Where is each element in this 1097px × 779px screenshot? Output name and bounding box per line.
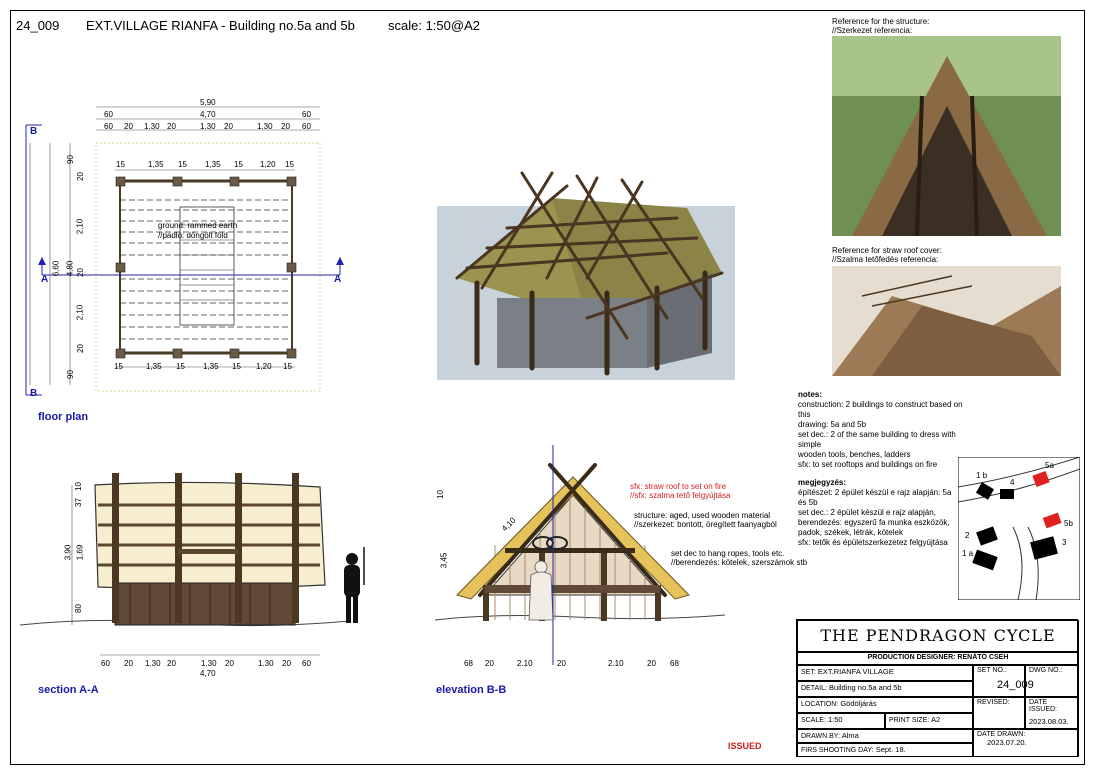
structure-note-en: structure: aged, used wooden material [634, 511, 771, 520]
aa-dim-7: 20 [282, 659, 291, 668]
dim-row3-0: 60 [104, 122, 113, 131]
print-size-cell [885, 713, 973, 729]
location-value: Gödöljárás [840, 699, 877, 708]
dim-inner-6: 15 [285, 160, 294, 169]
dim-bottom-6: 15 [283, 362, 292, 371]
title-block [796, 619, 1078, 757]
date-issued-cell [1025, 697, 1079, 729]
setdec-note-hu: //berendezés: kötelek, szerszámok stb [671, 558, 808, 567]
date-drawn-label: DATE DRAWN: [977, 731, 1026, 738]
ref-structure-hu: //Szerkezet referencia: [832, 26, 913, 35]
aa-height-top: 10 [73, 482, 83, 491]
issued-stamp: ISSUED [728, 741, 762, 751]
site-label-5a: 5a [1045, 461, 1054, 470]
aa-dim-0: 60 [101, 659, 110, 668]
revised-cell [973, 697, 1025, 729]
dim-left-20-top: 20 [75, 172, 85, 181]
dim-inner-5: 1,20 [260, 160, 276, 169]
structure-note-hu: //szerkezet: bontott, öregített faanyagból [634, 520, 777, 529]
dim-bottom-5: 1,20 [256, 362, 272, 371]
bb-dim-3: 20 [557, 659, 566, 668]
dim-row3-4: 1.30 [200, 122, 216, 131]
dim-row3-7: 20 [281, 122, 290, 131]
dim-inner-0: 15 [116, 160, 125, 169]
notes-line-2: drawing: 5a and 5b [798, 420, 867, 429]
dim-row3-2: 1.30 [144, 122, 160, 131]
bb-dim-5: 20 [647, 659, 656, 668]
dim-bottom-2: 15 [176, 362, 185, 371]
production-title: THE PENDRAGON CYCLE [797, 620, 1079, 652]
drawn-by-cell [797, 729, 973, 743]
drawn-by-value: Alma [841, 731, 859, 740]
dim-bottom-1: 1,35 [146, 362, 162, 371]
shooting-day-cell [797, 743, 973, 757]
notes-hu-line-6: sfx: tetők és épületszerkezetez felgyújtása [798, 538, 948, 547]
building-3d-render [437, 168, 735, 380]
dim-bottom-0: 15 [114, 362, 123, 371]
notes-hu-line-2: és 5b [798, 498, 818, 507]
dim-inner-3: 1,35 [205, 160, 221, 169]
aa-height-mid: 1,69 [75, 544, 85, 561]
notes-hu-line-4: berendezés: egyszerű fa munka eszközök, [798, 518, 950, 527]
section-b-marker-top: B [30, 126, 38, 137]
sheet-scale: scale: 1:50@A2 [388, 18, 480, 33]
section-aa-drawing [20, 465, 350, 665]
section-aa-label: section A-A [38, 684, 99, 696]
detail-label: DETAIL: [801, 685, 827, 692]
section-a-marker-left: A [41, 274, 49, 285]
dim-row3-6: 1.30 [257, 122, 273, 131]
date-drawn-value: 2023.07.20. [987, 738, 1027, 747]
elevation-bb-label: elevation B-B [436, 684, 507, 696]
notes-title: notes: [798, 390, 822, 399]
dim-row3-3: 20 [167, 122, 176, 131]
aa-dim-6: 1.30 [258, 659, 274, 668]
dim-bottom-3: 1,35 [203, 362, 219, 371]
notes-hu-line-3: set dec.: 2 épület készül e rajz alapján, [798, 508, 936, 517]
floor-plan-drawing [20, 95, 350, 415]
scale-cell [797, 713, 885, 729]
dim-left-total: 6,60 [51, 260, 61, 277]
dim-inner-1: 1,35 [148, 160, 164, 169]
shooting-day-label: FIRS SHOOTING DAY: [801, 747, 874, 754]
dim-overall: 5,90 [200, 98, 216, 107]
dim-left-90-bottom: 90 [65, 370, 75, 379]
notes-block [798, 390, 968, 548]
site-label-1a: 1 a [962, 549, 974, 558]
dim-left-90-top: 90 [65, 155, 75, 164]
bb-dim-1: 20 [485, 659, 494, 668]
notes-hu-line-5: padok, székek, létrák, kötelek [798, 528, 903, 537]
sfx-note-hu: //sfx: szalma tető felgyújtása [630, 491, 731, 500]
reference-photo-structure [832, 36, 1061, 236]
site-label-5b: 5b [1064, 519, 1073, 528]
dim-left-210-b: 2,10 [75, 304, 85, 321]
section-a-marker-right: A [334, 274, 342, 285]
site-label-3: 3 [1062, 538, 1067, 547]
aa-height-total: 3,90 [63, 544, 73, 561]
bb-dim-0: 68 [464, 659, 473, 668]
bb-height-total: 3,45 [439, 552, 449, 569]
notes-line-5: sfx: to set rooftops and buildings on fire [798, 460, 938, 469]
set-value: EXT.RIANFA VILLAGE [817, 667, 894, 676]
bb-dim-6: 68 [670, 659, 679, 668]
aa-dim-1: 20 [124, 659, 133, 668]
aa-dim-4: 1.30 [201, 659, 217, 668]
ref-structure-en: Reference for the structure: [832, 17, 930, 26]
aa-height-low: 80 [73, 604, 83, 613]
set-label: SET: [801, 669, 816, 676]
detail-cell [797, 681, 973, 697]
sfx-note-en: sfx: straw roof to set on fire [630, 482, 727, 491]
date-issued-value: 2023.08.03. [1029, 717, 1069, 726]
aa-dim-8: 60 [302, 659, 311, 668]
dim-row2-c: 60 [302, 110, 311, 119]
dim-row3-1: 20 [124, 122, 133, 131]
dim-row2-b: 4,70 [200, 110, 216, 119]
section-b-marker-bottom: B [30, 388, 38, 399]
dim-left-inner: 4,80 [65, 260, 75, 277]
bb-dim-2: 2.10 [517, 659, 533, 668]
human-scale-figure [338, 545, 368, 625]
bb-height-top: 10 [435, 490, 445, 499]
scale-value: 1:50 [828, 715, 843, 724]
print-size-label: PRINT SIZE: [889, 717, 930, 724]
notes-line-4: wooden tools, benches, ladders [798, 450, 911, 459]
aa-height-37: 37 [73, 498, 83, 507]
notes-hu-title: megjegyzés: [798, 478, 847, 487]
site-label-1b: 1 b [976, 471, 988, 480]
reference-photo-roof [832, 266, 1061, 376]
floor-note-en: ground: rammed earth [158, 221, 238, 230]
scale-label: SCALE: [801, 717, 826, 724]
site-label-4: 4 [1010, 478, 1015, 487]
print-size-value: A2 [931, 715, 941, 724]
set-cell [797, 665, 973, 681]
set-no-label: SET NO.: [977, 667, 1007, 674]
dim-row2-a: 60 [104, 110, 113, 119]
aa-dim-total: 4,70 [200, 669, 216, 678]
dwg-no-label: DWG NO.: [1029, 667, 1063, 674]
notes-line-1: construction: 2 buildings to construct based on this [798, 400, 963, 419]
notes-line-3: set dec.: 2 of the same building to dress with simple [798, 430, 956, 449]
date-issued-label: DATE ISSUED: [1029, 699, 1058, 713]
dim-inner-4: 15 [234, 160, 243, 169]
bb-dim-4: 2.10 [608, 659, 624, 668]
shooting-day-value: Sept. 18. [875, 745, 906, 754]
dim-row3-8: 60 [302, 122, 311, 131]
bb-slope: 4,10 [500, 515, 518, 534]
sheet-title: EXT.VILLAGE RIANFA - Building no.5a and 5b [86, 18, 355, 33]
floor-plan-label: floor plan [38, 411, 89, 423]
revised-label: REVISED: [977, 699, 1010, 706]
notes-hu-line-1: építészet: 2 épület készül e rajz alapján: 5a [798, 488, 952, 497]
drawn-by-label: DRAWN BY: [801, 733, 841, 740]
sheet-code: 24_009 [16, 18, 60, 33]
floor-note-hu: //padló: döngölt föld [158, 231, 228, 240]
set-no-value: 24_009 [997, 679, 1034, 691]
dim-bottom-4: 15 [232, 362, 241, 371]
aa-dim-5: 20 [225, 659, 234, 668]
aa-dim-2: 1.30 [145, 659, 161, 668]
dim-left-20-mid: 20 [75, 268, 85, 277]
ref-roof-hu: //Szalma tetőfedés referencia: [832, 255, 939, 264]
site-label-2: 2 [965, 531, 970, 540]
dim-left-20-bottom: 20 [75, 344, 85, 353]
date-drawn-cell [973, 729, 1079, 757]
detail-value: Building no.5a and 5b [829, 683, 902, 692]
dim-row3-5: 20 [224, 122, 233, 131]
dim-left-210-a: 2,10 [75, 218, 85, 235]
dim-inner-2: 15 [178, 160, 187, 169]
aa-dim-3: 20 [167, 659, 176, 668]
location-label: LOCATION: [801, 701, 839, 708]
location-cell [797, 697, 973, 713]
setdec-note-en: set dec to hang ropes, tools etc. [671, 549, 785, 558]
ref-roof-en: Reference for straw roof cover: [832, 246, 942, 255]
production-designer: PRODUCTION DESIGNER: RENÁTÓ CSEH [797, 652, 1079, 665]
